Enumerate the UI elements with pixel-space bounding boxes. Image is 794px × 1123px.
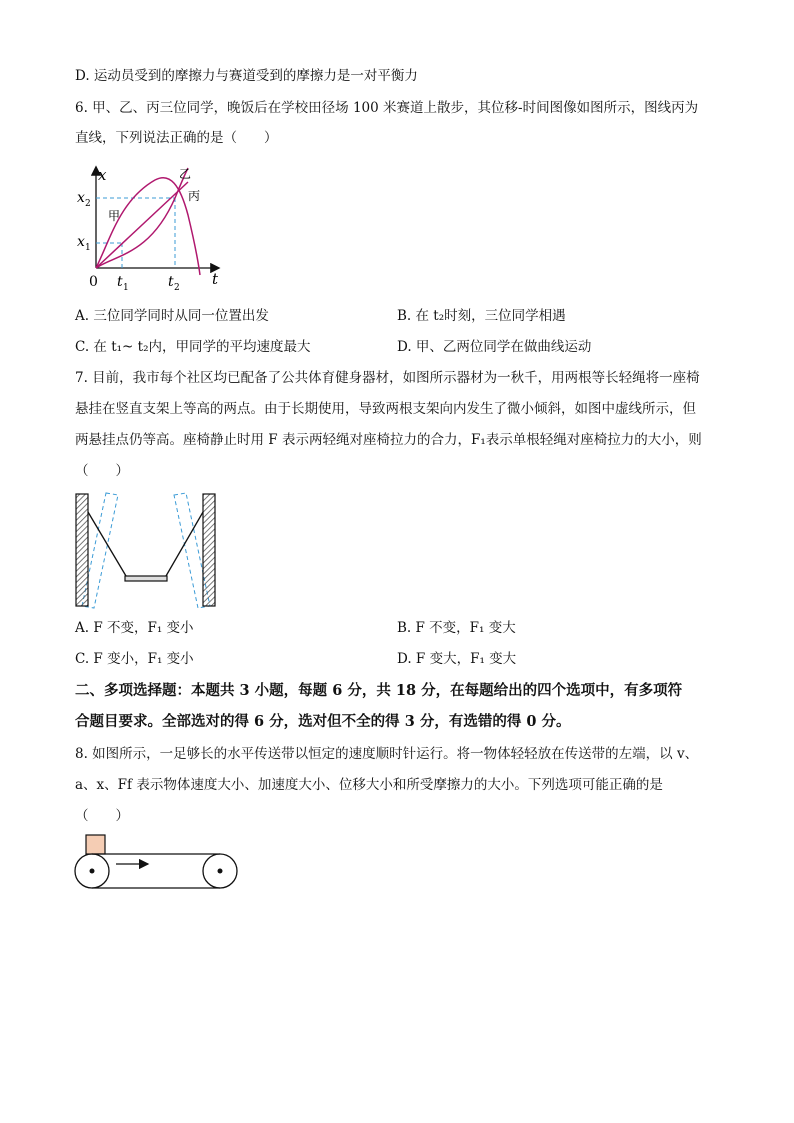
q6-y-label: x [98,166,107,184]
q6-option-c: C. 在 t₁~ t₂内，甲同学的平均速度最大 [75,339,311,355]
q6-x1-sub: 1 [85,243,91,253]
q6-origin-label: 0 [89,274,98,290]
q6-t1-sub: 1 [123,283,129,293]
q6-x1-label: x [77,234,85,250]
q5-option-d: D. 运动员受到的摩擦力与赛道受到的摩擦力是一对平衡力 [75,68,418,84]
q6-option-b: B. 在 t₂时刻，三位同学相遇 [397,308,566,324]
q8-stem-line1: 8. 如图所示，一足够长的水平传送带以恒定的速度顺时针运行。将一物体轻轻放在传送带的左端，以 v、 [75,746,699,762]
q8-stem-line3: （ ） [75,808,129,824]
q6-t2-sub: 2 [174,283,180,293]
q6-line-bing [96,182,188,268]
q7-option-b: B. F 不变，F₁ 变大 [397,620,516,636]
q6-yi-label: 乙 [179,167,192,181]
q7-option-d: D. F 变大，F₁ 变大 [397,651,517,667]
q7-right-support [203,494,215,606]
q7-stem-line4: （ ） [75,463,129,479]
q6-x2-label: x [77,190,85,206]
q6-x-label: t [212,270,219,288]
section2-heading-line1: 二、多项选择题：本题共 3 小题，每题 6 分，共 18 分，在每题给出的四个选项中，有多项符 [75,682,683,699]
q6-bing-label: 丙 [188,189,201,203]
q7-right-rope [166,512,203,576]
q7-stem-line1: 7. 目前，我市每个社区均已配备了公共体育健身器材，如图所示器材为一秋千，用两根等长轻绳将一座椅 [75,370,700,386]
q7-option-c: C. F 变小，F₁ 变小 [75,651,194,667]
section2-heading-line2: 合题目要求。全部选对的得 6 分，选对但不全的得 3 分，有选错的得 0 分。 [75,713,571,730]
q6-xt-graph [70,160,230,295]
q8-block [86,835,105,854]
q8-stem-line2: a、x、Ff 表示物体速度大小、加速度大小、位移大小和所受摩擦力的大小。下列选项可能正确的是 [75,777,663,793]
q8-conveyor-diagram [72,832,242,892]
q7-swing-diagram [72,490,222,612]
q7-stem-line3: 两悬挂点仍等高。座椅静止时用 F 表示两轻绳对座椅拉力的合力，F₁表示单根轻绳对座椅拉力的大小，则 [75,432,702,448]
q7-option-a: A. F 不变，F₁ 变小 [75,620,194,636]
q7-left-support [76,494,88,606]
q6-jia-label: 甲 [108,209,121,223]
q7-left-rope [88,512,126,576]
q6-t2-label: t [168,274,174,290]
q6-option-d: D. 甲、乙两位同学在做曲线运动 [397,339,592,355]
q6-stem-line1: 6. 甲、乙、丙三位同学，晚饭后在学校田径场 100 米赛道上散步，其位移-时间图像如图所示，图线丙为 [75,100,699,116]
q6-stem-line2: 直线，下列说法正确的是（ ） [75,130,278,146]
q7-stem-line2: 悬挂在竖直支架上等高的两点。由于长期使用，导致两根支架向内发生了微小倾斜，如图中虚线所示，但 [75,401,696,417]
q6-option-a: A. 三位同学同时从同一位置出发 [75,308,269,324]
q6-x2-sub: 2 [85,199,91,209]
q7-seat [125,576,167,581]
q6-t1-label: t [117,274,123,290]
